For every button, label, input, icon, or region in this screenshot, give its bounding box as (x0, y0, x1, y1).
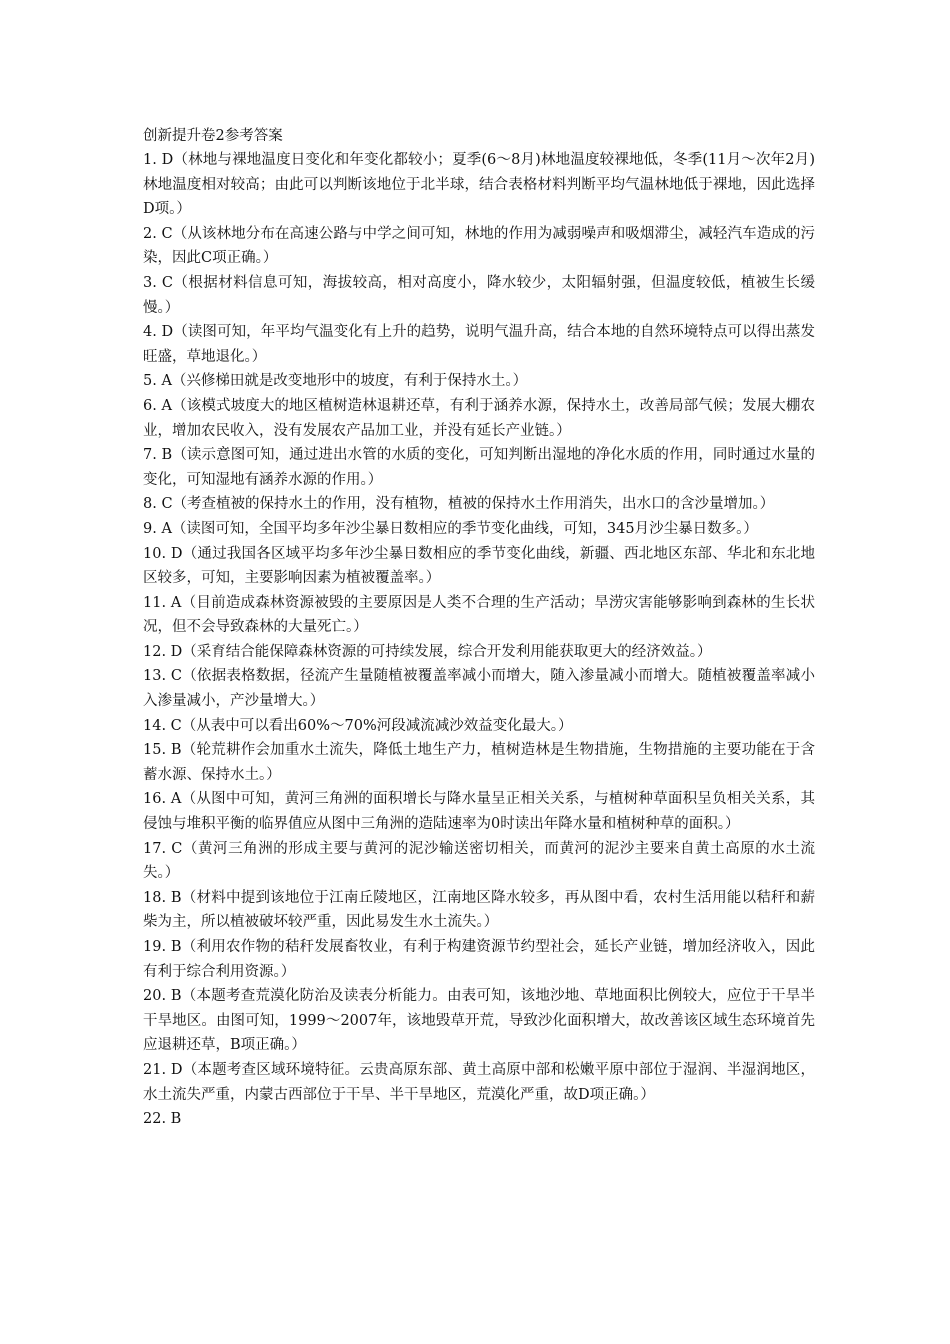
answer-item: 19. B（利用农作物的秸秆发展畜牧业，有利于构建资源节约型社会，延长产业链，增加经济收入，因此有利于综合利用资源。） (143, 939, 815, 980)
answer-item: 12. D（采育结合能保障森林资源的可持续发展，综合开发利用能获取更大的经济效益。） (143, 643, 712, 660)
answer-item: 3. C（根据材料信息可知，海拔较高，相对高度小，降水较少，太阳辐射强，但温度较低，植被生长缓慢。） (143, 274, 815, 316)
answer-item: 9. A（读图可知，全国平均多年沙尘暴日数相应的季节变化曲线，可知，345月沙尘暴日数多。） (143, 520, 758, 537)
answer-item: 8. C（考查植被的保持水土的作用，没有植物，植被的保持水土作用消失，出水口的含沙量增加。） (143, 496, 775, 513)
answer-item: 7. B（读示意图可知，通过进出水管的水质的变化，可知判断出湿地的净化水质的作用，同时通过水量的变化，可知湿地有涵养水源的作用。） (143, 447, 815, 488)
answer-item: 14. C（从表中可以看出60%～70%河段减流减沙效益变化最大。） (143, 717, 573, 734)
answer-item: 5. A（兴修梯田就是改变地形中的坡度，有利于保持水土。） (143, 373, 528, 390)
answer-list (143, 148, 815, 1132)
answer-item: 20. B（本题考查荒漠化防治及读表分析能力。由表可知，该地沙地、草地面积比例较大，应位于干旱半干旱地区。由图可知，1999～2007年，该地毁草开荒，导致沙化面积增大，故改善该区域生态环境首先应退耕还草，B项正确。） (143, 988, 815, 1054)
answer-item: 16. A（从图中可知，黄河三角洲的面积增长与降水量呈正相关关系，与植树种草面积呈负相关关系，其侵蚀与堆积平衡的临界值应从图中三角洲的造陆速率为0时读出年降水量和植树种草的面积。） (143, 791, 815, 833)
answer-item: 22. B (143, 1111, 182, 1128)
answer-item: 10. D（通过我国各区域平均多年沙尘暴日数相应的季节变化曲线，新疆、西北地区东部、华北和东北地区较多，可知，主要影响因素为植被覆盖率。） (143, 545, 815, 587)
answer-item: 2. C（从该林地分布在高速公路与中学之间可知，林地的作用为减弱噪声和吸烟滞尘，减轻汽车造成的污染，因此C项正确。） (143, 225, 815, 267)
document-page (143, 124, 815, 1132)
answer-item: 1. D（林地与裸地温度日变化和年变化都较小；夏季(6～8月)林地温度较裸地低，冬季(11月～次年2月)林地温度相对较高；由此可以判断该地位于北半球，结合表格材料判断平均气温林地低于裸地，因此选择D项。） (143, 152, 815, 218)
answer-item: 21. D（本题考查区域环境特征。云贵高原东部、黄土高原中部和松嫩平原中部位于湿润、半湿润地区，水土流失严重，内蒙古西部位于干旱、半干旱地区，荒漠化严重，故D项正确。） (143, 1061, 815, 1103)
answer-item: 15. B（轮荒耕作会加重水土流失，降低土地生产力，植树造林是生物措施，生物措施的主要功能在于含蓄水源、保持水土。） (143, 742, 815, 783)
answer-item: 13. C（依据表格数据，径流产生量随植被覆盖率减小而增大，随入渗量减小而增大。随植被覆盖率减小入渗量减小，产沙量增大。） (143, 668, 815, 710)
answer-item: 18. B（材料中提到该地位于江南丘陵地区，江南地区降水较多，再从图中看，农村生活用能以秸秆和薪柴为主，所以植被破坏较严重，因此易发生水土流失。） (143, 889, 815, 931)
answer-item: 6. A（该模式坡度大的地区植树造林退耕还草，有利于涵养水源，保持水土，改善局部气候；发展大棚农业，增加农民收入，没有发展农产品加工业，并没有延长产业链。） (143, 397, 815, 439)
answer-item: 4. D（读图可知，年平均气温变化有上升的趋势，说明气温升高，结合本地的自然环境特点可以得出蒸发旺盛，草地退化。） (143, 324, 815, 365)
answer-item: 11. A（目前造成森林资源被毁的主要原因是人类不合理的生产活动；旱涝灾害能够影响到森林的生长状况，但不会导致森林的大量死亡。） (143, 594, 815, 636)
answer-item: 17. C（黄河三角洲的形成主要与黄河的泥沙输送密切相关，而黄河的泥沙主要来自黄土高原的水土流失。） (143, 840, 815, 882)
document-title: 创新提升卷2参考答案 (143, 128, 283, 144)
